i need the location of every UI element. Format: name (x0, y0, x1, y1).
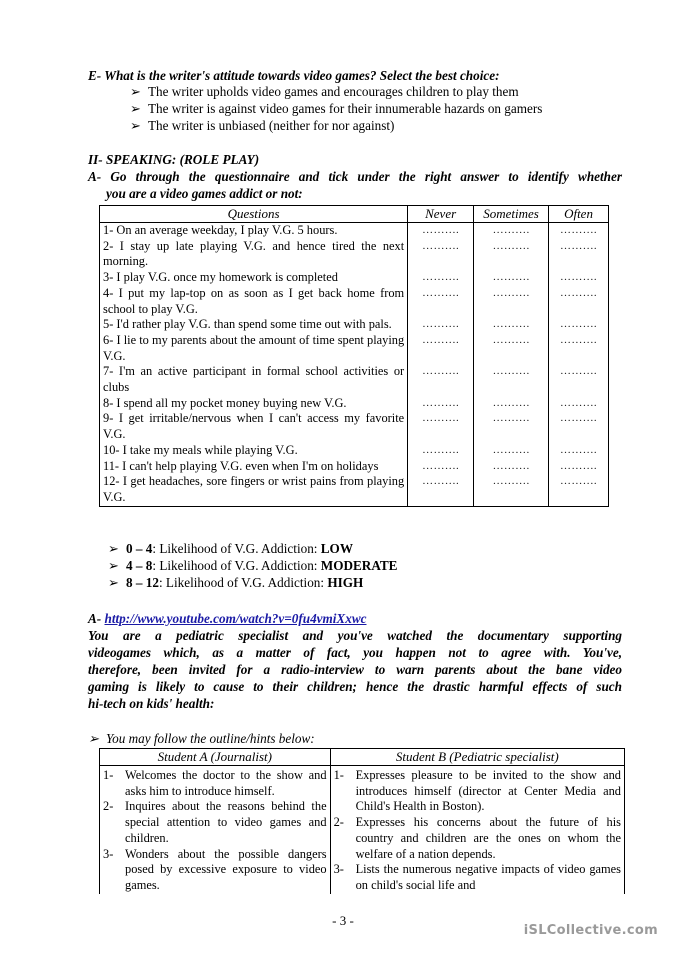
often-answer-cell[interactable]: ………. (549, 396, 609, 412)
arrow-bullet-icon: ➢ (130, 101, 142, 116)
often-answer-cell[interactable]: ………. (549, 459, 609, 475)
question-cell: 10- I take my meals while playing V.G. (100, 443, 408, 459)
watermark: iSLCollective.com (523, 923, 658, 938)
often-answer-cell[interactable]: ………. (549, 239, 609, 270)
question-e: E- What is the writer's attitude towards video games? Select the best choice: (88, 68, 500, 83)
question-cell: 7- I'm an active participant in formal school activities or clubs (100, 364, 408, 395)
never-answer-cell[interactable]: ………. (408, 459, 474, 475)
sometimes-answer-cell[interactable]: ………. (474, 270, 549, 286)
never-answer-cell[interactable]: ………. (408, 411, 474, 442)
never-answer-cell[interactable]: ………. (408, 317, 474, 333)
choice-3: ➢ The writer is unbiased (neither for nor against) (130, 118, 395, 133)
scenario-line-1: You are a pediatric specialist and you've watched the documentary supporting (88, 628, 622, 643)
sometimes-answer-cell[interactable]: ………. (474, 239, 549, 270)
header-sometimes: Sometimes (474, 206, 549, 223)
scenario-line-3: therefore, been invited for a radio-interview to warn parents about the bane video (88, 662, 622, 677)
often-answer-cell[interactable]: ………. (549, 270, 609, 286)
question-cell: 6- I lie to my parents about the amount of time spent playing V.G. (100, 333, 408, 364)
question-cell: 8- I spend all my pocket money buying new V.G. (100, 396, 408, 412)
list-item: 2- Inquires about the reasons behind the special attention to video games and children. (103, 799, 327, 845)
speaking-instruction-1: A- Go through the questionnaire and tick under the right answer to identify whether (88, 169, 622, 184)
table-row (100, 286, 609, 317)
table-row (100, 474, 609, 506)
question-cell: 11- I can't help playing V.G. even when I'm on holidays (100, 459, 408, 475)
sometimes-answer-cell[interactable]: ………. (474, 286, 549, 317)
question-cell: 3- I play V.G. once my homework is completed (100, 270, 408, 286)
scenario-line-4: gaming is likely to cause to their children; hence the drastic harmful effects of such (88, 679, 622, 694)
student-a-column (100, 766, 331, 894)
often-answer-cell[interactable]: ………. (549, 443, 609, 459)
table-row (100, 459, 609, 475)
score-low: ➢ 0 – 4: Likelihood of V.G. Addiction: LOW (108, 541, 354, 556)
list-item: 3- Wonders about the possible dangers posed by excessive exposure to video games. (103, 846, 327, 892)
header-questions: Questions (100, 206, 408, 223)
header-student-b: Student B (Pediatric specialist) (330, 749, 624, 766)
sometimes-answer-cell[interactable]: ………. (474, 396, 549, 412)
scenario-line-5: hi-tech on kids' health: (88, 696, 215, 711)
never-answer-cell[interactable]: ………. (408, 396, 474, 412)
never-answer-cell[interactable]: ………. (408, 239, 474, 270)
sometimes-answer-cell[interactable]: ………. (474, 223, 549, 239)
score-high: ➢ 8 – 12: Likelihood of V.G. Addiction: HIGH (108, 575, 364, 590)
often-answer-cell[interactable]: ………. (549, 411, 609, 442)
outline-table (99, 748, 625, 894)
often-answer-cell[interactable]: ………. (549, 223, 609, 239)
table-row (100, 223, 609, 239)
outline-hint: ➢ You may follow the outline/hints below: (88, 731, 315, 746)
list-item: 1- Expresses pleasure to be invited to the show and introduces himself (director at Center Media and Child's Health in Boston). (333, 768, 621, 814)
sometimes-answer-cell[interactable]: ………. (474, 411, 549, 442)
header-often: Often (549, 206, 609, 223)
choice-2: ➢ The writer is against video games for their innumerable hazards on gamers (130, 101, 543, 116)
never-answer-cell[interactable]: ………. (408, 474, 474, 506)
never-answer-cell[interactable]: ………. (408, 270, 474, 286)
arrow-bullet-icon: ➢ (130, 118, 142, 133)
page-number: - 3 - (332, 913, 354, 928)
speaking-instruction-2: you are a video games addict or not: (106, 186, 303, 201)
speaking-heading: II- SPEAKING: (ROLE PLAY) (88, 152, 260, 167)
never-answer-cell[interactable]: ………. (408, 223, 474, 239)
question-cell: 1- On an average weekday, I play V.G. 5 hours. (100, 223, 408, 239)
sometimes-answer-cell[interactable]: ………. (474, 474, 549, 506)
question-cell: 2- I stay up late playing V.G. and hence tired the next morning. (100, 239, 408, 270)
student-b-column (330, 766, 624, 894)
sometimes-answer-cell[interactable]: ………. (474, 364, 549, 395)
table-row (100, 364, 609, 395)
role-play-link-line: A- http://www.youtube.com/watch?v=0fu4vmiXxwc (88, 611, 367, 626)
table-row (100, 317, 609, 333)
often-answer-cell[interactable]: ………. (549, 333, 609, 364)
score-moderate: ➢ 4 – 8: Likelihood of V.G. Addiction: MODERATE (108, 558, 398, 573)
arrow-bullet-icon: ➢ (108, 558, 120, 573)
often-answer-cell[interactable]: ………. (549, 286, 609, 317)
scenario-line-2: videogames which, as a matter of fact, you happen not to agree with. You've, (88, 645, 622, 660)
never-answer-cell[interactable]: ………. (408, 364, 474, 395)
list-item: 1- Welcomes the doctor to the show and asks him to introduce himself. (103, 768, 327, 798)
sometimes-answer-cell[interactable]: ………. (474, 317, 549, 333)
sometimes-answer-cell[interactable]: ………. (474, 459, 549, 475)
table-row (100, 411, 609, 442)
question-cell: 12- I get headaches, sore fingers or wrist pains from playing V.G. (100, 474, 408, 506)
header-never: Never (408, 206, 474, 223)
never-answer-cell[interactable]: ………. (408, 333, 474, 364)
often-answer-cell[interactable]: ………. (549, 317, 609, 333)
table-row (100, 270, 609, 286)
list-item: 2- Expresses his concerns about the future of his country and children are the ones on whom the welfare of a nation depends. (333, 815, 621, 861)
question-cell: 4- I put my lap-top on as soon as I get back home from school to play V.G. (100, 286, 408, 317)
choice-1: ➢ The writer upholds video games and encourages children to play them (130, 84, 519, 99)
table-row (100, 443, 609, 459)
table-row (100, 239, 609, 270)
header-student-a: Student A (Journalist) (100, 749, 331, 766)
table-row (100, 396, 609, 412)
arrow-bullet-icon: ➢ (108, 541, 120, 556)
never-answer-cell[interactable]: ………. (408, 443, 474, 459)
list-item: 3- Lists the numerous negative impacts of video games on child's social life and (333, 862, 621, 892)
often-answer-cell[interactable]: ………. (549, 474, 609, 506)
never-answer-cell[interactable]: ………. (408, 286, 474, 317)
youtube-link[interactable]: http://www.youtube.com/watch?v=0fu4vmiXxwc (104, 611, 367, 626)
arrow-bullet-icon: ➢ (130, 84, 142, 99)
arrow-bullet-icon: ➢ (88, 731, 100, 746)
questionnaire-table (99, 205, 609, 507)
sometimes-answer-cell[interactable]: ………. (474, 443, 549, 459)
table-row (100, 333, 609, 364)
question-cell: 5- I'd rather play V.G. than spend some time out with pals. (100, 317, 408, 333)
arrow-bullet-icon: ➢ (108, 575, 120, 590)
question-cell: 9- I get irritable/nervous when I can't access my favorite V.G. (100, 411, 408, 442)
sometimes-answer-cell[interactable]: ………. (474, 333, 549, 364)
often-answer-cell[interactable]: ………. (549, 364, 609, 395)
